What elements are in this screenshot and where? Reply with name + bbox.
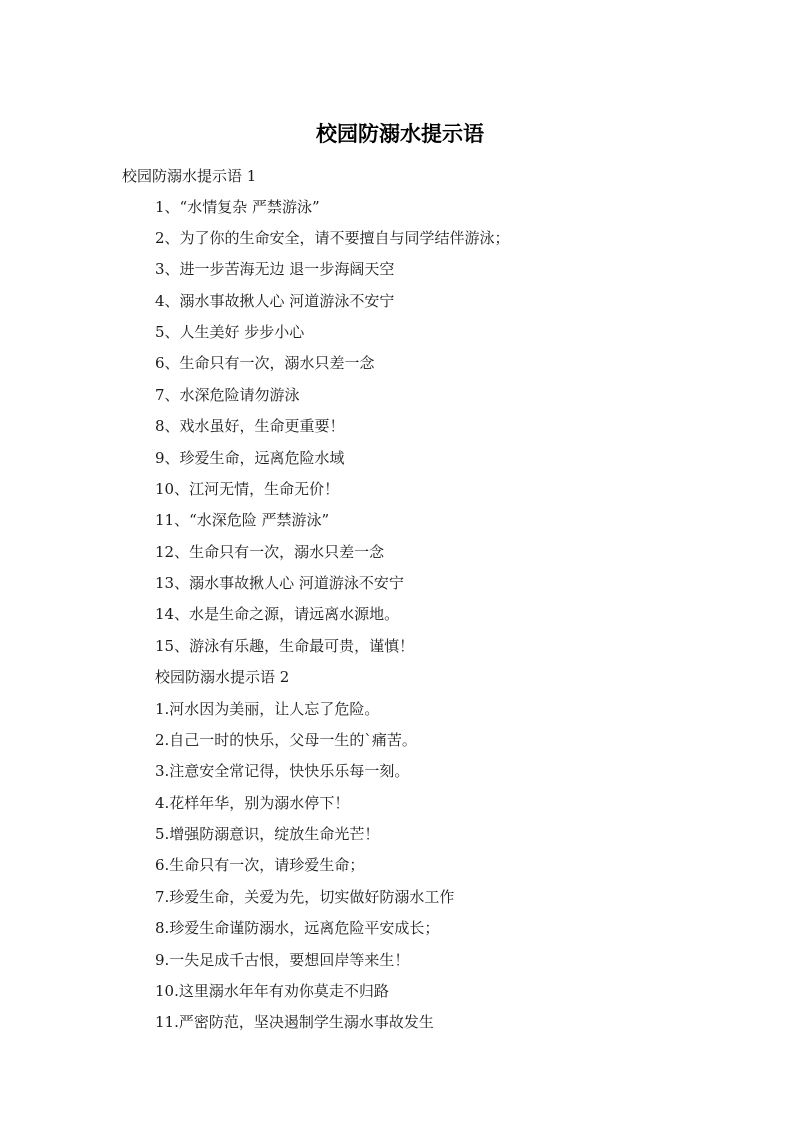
section-1-item: 1、“水情复杂 严禁游泳”	[155, 198, 320, 216]
section-2-item: 3.注意安全常记得，快快乐乐每一刻。	[155, 762, 410, 780]
section-2-heading: 校园防溺水提示语 2	[155, 668, 290, 686]
section-1-item: 7、水深危险请勿游泳	[155, 386, 300, 404]
section-1-item: 14、水是生命之源，请远离水源地。	[155, 605, 400, 623]
section-1-item: 2、为了你的生命安全，请不要擅自与同学结伴游泳；	[155, 229, 510, 247]
section-2-item: 10.这里溺水年年有劝你莫走不归路	[155, 982, 389, 1000]
section-1-heading: 校园防溺水提示语 1	[122, 167, 257, 185]
section-2-item: 9.一失足成千古恨，要想回岸等来生！	[155, 951, 410, 969]
section-1-item: 5、人生美好 步步小心	[155, 323, 305, 341]
section-2-item: 6.生命只有一次，请珍爱生命；	[155, 856, 365, 874]
section-2-item: 5.增强防溺意识，绽放生命光芒！	[155, 825, 380, 843]
section-1-item: 15、游泳有乐趣，生命最可贵，谨慎！	[155, 637, 415, 655]
section-1-item: 6、生命只有一次，溺水只差一念	[155, 354, 375, 372]
section-1-item: 11、“水深危险 严禁游泳”	[155, 511, 330, 529]
section-1-item: 12、生命只有一次，溺水只差一念	[155, 543, 385, 561]
section-1-item: 4、溺水事故揪人心 河道游泳不安宁	[155, 292, 395, 310]
section-2-item: 7.珍爱生命，关爱为先，切实做好防溺水工作	[155, 888, 455, 906]
section-2-item: 4.花样年华，别为溺水停下！	[155, 794, 350, 812]
section-2-item: 2.自己一时的快乐，父母一生的`痛苦。	[155, 731, 417, 749]
section-2-item: 1.河水因为美丽，让人忘了危险。	[155, 700, 380, 718]
document-title: 校园防溺水提示语	[316, 122, 484, 146]
section-2-item: 8.珍爱生命谨防溺水，远离危险平安成长；	[155, 919, 440, 937]
section-1-item: 8、戏水虽好，生命更重要！	[155, 417, 345, 435]
section-1-item: 9、珍爱生命，远离危险水域	[155, 449, 345, 467]
section-1-item: 13、溺水事故揪人心 河道游泳不安宁	[155, 574, 404, 592]
section-1-item: 3、进一步苦海无边 退一步海阔天空	[155, 260, 395, 278]
section-1-item: 10、江河无情，生命无价！	[155, 480, 340, 498]
section-2-item: 11.严密防范，坚决遏制学生溺水事故发生	[155, 1013, 434, 1031]
